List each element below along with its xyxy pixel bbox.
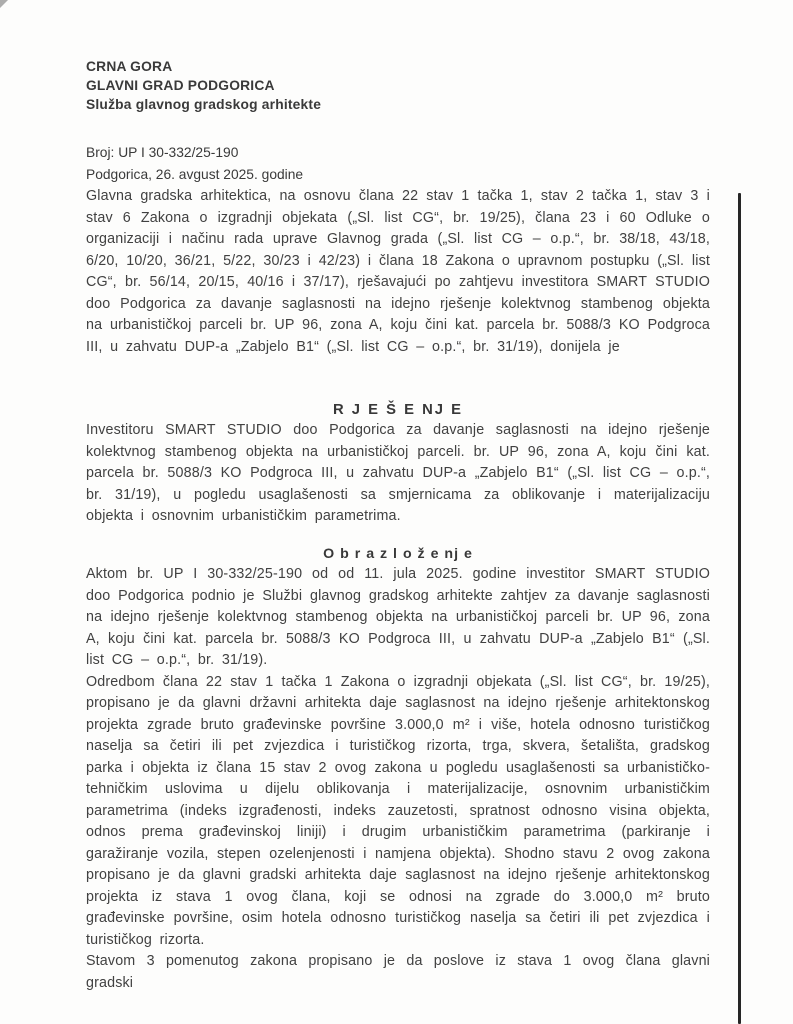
scan-corner-artifact bbox=[0, 0, 8, 8]
reference-number: Broj: UP I 30-332/25-190 bbox=[86, 145, 239, 160]
decision-title: R J E Š E NJ E bbox=[333, 402, 463, 418]
rationale-paragraph-2: Odredbom člana 22 stav 1 tačka 1 Zakona o izgradnji objekata („Sl. list CG“, br. 19/25), propisano je da glavni državni arhitekta daje saglasnost na idejno rješenje arhitektonskog projekta zgrade bruto građevinske površine 3.000,0 m² i više, hotela odnosno turističkog naselja sa četiri ili pet zvjezdica i turističkog rizorta, trga, skvera, šetališta, gradskog parka i objekta iz člana 15 stav 2 ovog zakona u pogledu usaglašenosti sa urbanističko-tehničkim uslovima u dijelu oblikovanja i materijalizacije, osnovnim urbanističkim parametrima (indeks izgrađenosti, indeks zauzetosti, spratnost odnosno visina objekta, odnos prema građevinskoj liniji) i drugim urbanističkim parametrima (parkiranje i garažiranje vozila, stepen ozelenjenosti i namjena objekta). Shodno stavu 2 ovog zakona propisano je da glavni gradski arhitekta daje saglasnost na idejno rješenje arhitektonskog projekta iz stava 1 ovog člana, koji se odnosi na zgrade do 3.000,0 m² bruto građevinske površine, osim hotela odnosno turističkog naselja sa četiri ili pet zvjezdica i turističkog rizorta. bbox=[86, 673, 710, 948]
scan-artifact-line bbox=[738, 193, 741, 1024]
letterhead bbox=[86, 57, 710, 114]
rationale-paragraph-1: Aktom br. UP I 30-332/25-190 od od 11. jula 2025. godine investitor SMART STUDIO doo Podgorica podnio je Službi glavnog gradskog arhitekte zahtjev za davanje saglasnosti na idejno rješenje kolektvnog stambenog objekta na urbanističkoj parceli br. UP 96, zona A, koju čini kat. parcela br. 5088/3 KO Podgroca III, u zahvatu DUP-a „Zabjelo B1“ („Sl. list CG – o.p.“, br. 31/19). bbox=[86, 566, 710, 668]
reference-place-date: Podgorica, 26. avgust 2025. godine bbox=[86, 167, 304, 182]
letterhead-city: GLAVNI GRAD PODGORICA bbox=[86, 78, 275, 93]
letterhead-office: Služba glavnog gradskog arhitekte bbox=[86, 97, 322, 112]
rationale-paragraph-3: Stavom 3 pomenutog zakona propisano je da poslove iz stava 1 ovog člana glavni gradski bbox=[86, 953, 710, 991]
letterhead-country: CRNA GORA bbox=[86, 59, 173, 74]
rationale-title: O b r a z l o ž e nj e bbox=[323, 546, 473, 562]
decision-paragraph: Investitoru SMART STUDIO doo Podgorica za davanje saglasnosti na idejno rješenje kolektvnog stambenog objekta na urbanističkoj parceli. br. UP 96, zona A, koju čini kat. parcela br. 5088/3 KO Podgroca III, u zahvatu DUP-a „Zabjelo B1“ („Sl. list CG – o.p.“, br. 31/19), u pogledu usaglašenosti sa smjernicama za oblikovanje i materijalizaciju objekta i osnovnim urbanističkim parametrima. bbox=[86, 422, 710, 524]
reference-block bbox=[86, 142, 710, 186]
intro-paragraph: Glavna gradska arhitektica, na osnovu člana 22 stav 1 tačka 1, stav 2 tačka 1, stav 3 i stav 6 Zakona o izgradnji objekata („Sl. list CG“, br. 19/25), člana 23 i 60 Odluke o organizaciji i načinu rada uprave Glavnog grada („Sl. list CG – o.p.“, br. 38/18, 43/18, 6/20, 10/20, 36/21, 5/22, 30/23 i 42/23) i člana 18 Zakona o upravnom postupku („Sl. list CG“, br. 56/14, 20/15, 40/16 i 37/17), rješavajući po zahtjevu investitora SMART STUDIO doo Podgorica za davanje saglasnosti na idejno rješenje kolektvnog stambenog objekta na urbanističkoj parceli br. UP 96, zona A, koju čini kat. parcela br. 5088/3 KO Podgroca III, u zahvatu DUP-a „Zabjelo B1“ („Sl. list CG – o.p.“, br. 31/19), donijela je bbox=[86, 188, 710, 355]
